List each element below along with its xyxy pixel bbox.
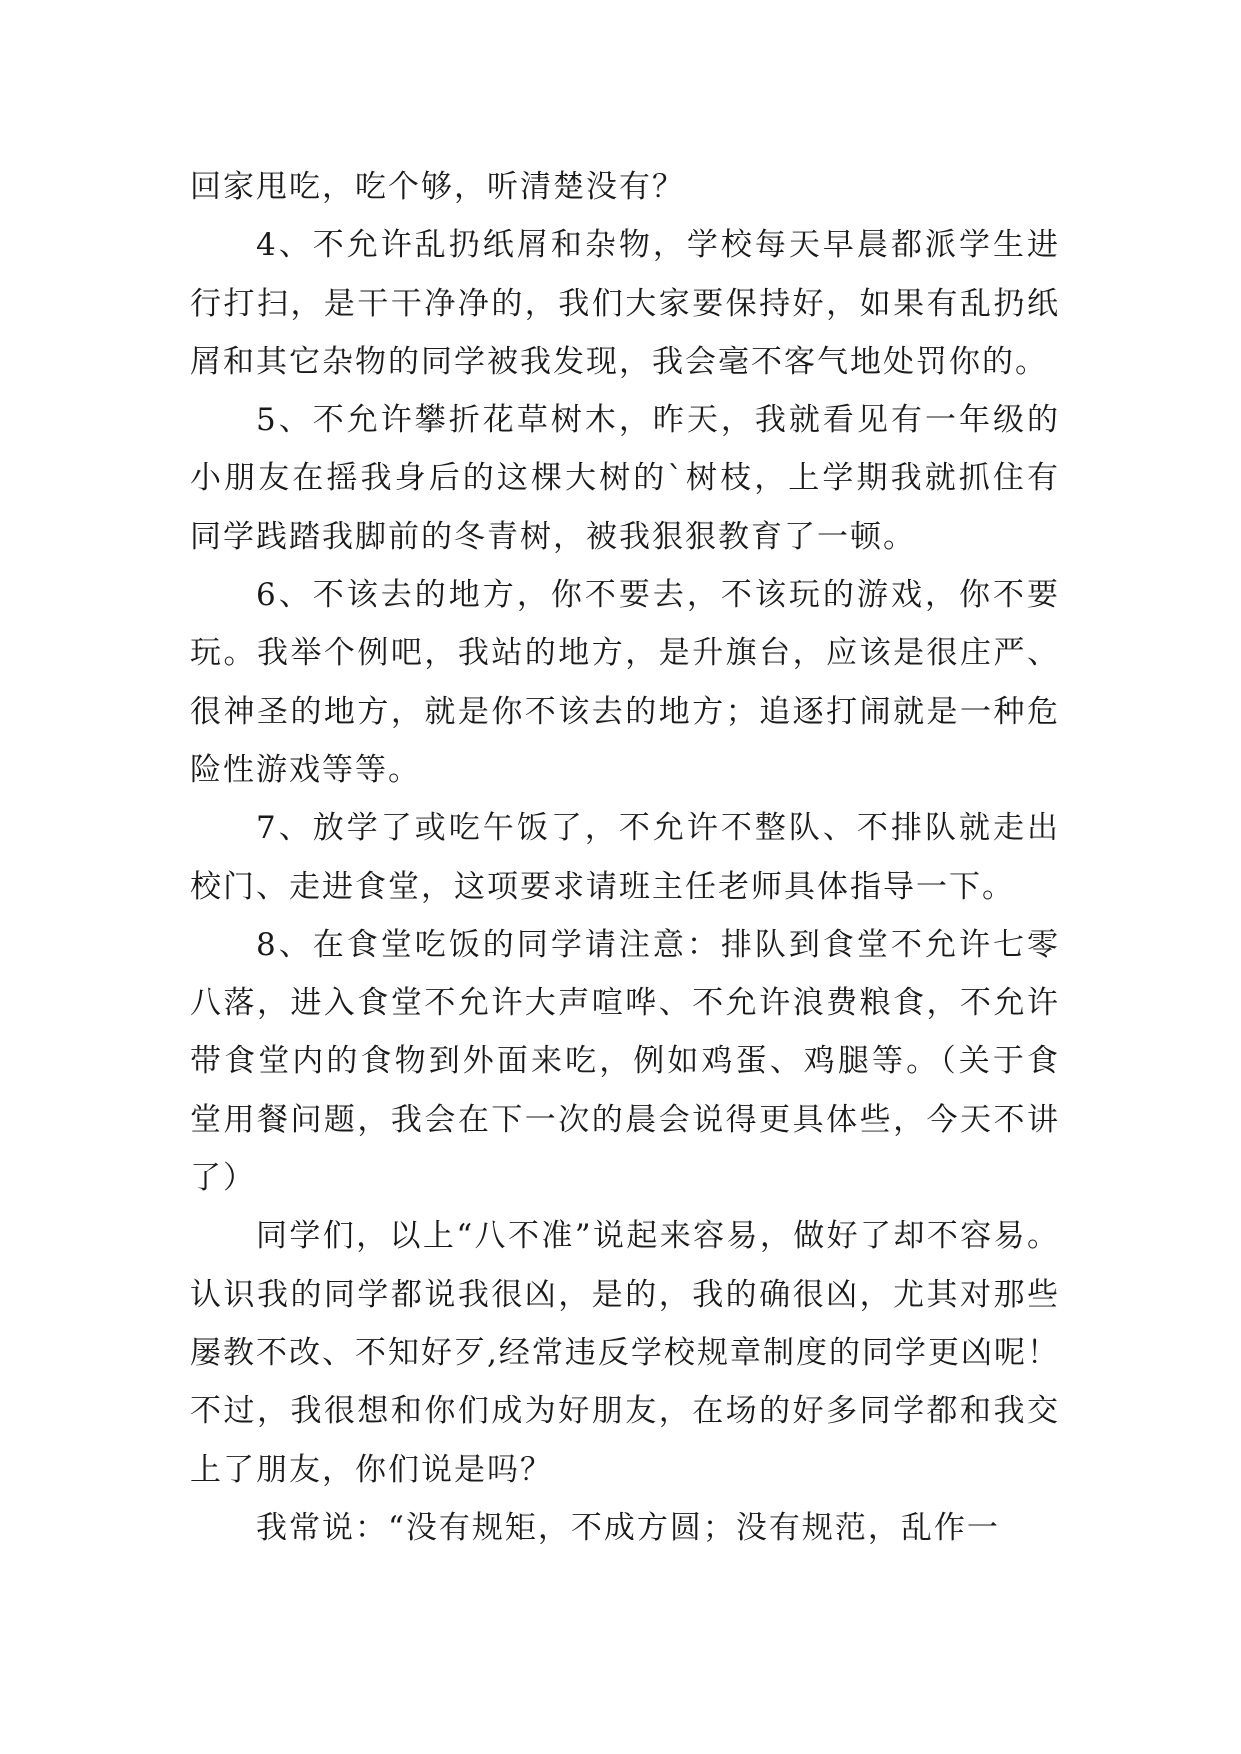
- paragraph-rule-6: 6、不该去的地方，你不要去，不该玩的游戏，你不要玩。我举个例吧，我站的地方，是升旗台，应该是很庄严、很神圣的地方，就是你不该去的地方；追逐打闹就是一种危险性游戏等等。: [190, 577, 1060, 788]
- paragraph-rule-8: 8、在食堂吃饭的同学请注意：排队到食堂不允许七零八落，进入食堂不允许大声喧哗、不允许浪费粮食，不允许带食堂内的食物到外面来吃，例如鸡蛋、鸡腿等。（关于食堂用餐问题，我会在下一次的晨会说得更具体些，今天不讲了）: [190, 926, 1060, 1197]
- paragraph-closing: 我常说：“没有规矩，不成方圆；没有规范，乱作一: [256, 1509, 1000, 1546]
- paragraph-rule-5: 5、不允许攀折花草树木，昨天，我就看见有一年级的小朋友在摇我身后的这棵大树的`树枝，上学期我就抓住有同学践踏我脚前的冬青树，被我狠狠教育了一顿。: [190, 402, 1060, 555]
- paragraph-summary: 同学们，以上“八不准”说起来容易，做好了却不容易。认识我的同学都说我很凶，是的，我的确很凶，尤其对那些屡教不改、不知好歹,经常违反学校规章制度的同学更凶呢！不过，我很想和你们成为好朋友，在场的好多同学都和我交上了朋友，你们说是吗？: [190, 1218, 1060, 1488]
- paragraph-continuation: 回家甩吃，吃个够，听清楚没有？: [190, 169, 685, 205]
- paragraph-rule-7: 7、放学了或吃午饭了，不允许不整队、不排队就走出校门、走进食堂，这项要求请班主任老师具体指导一下。: [190, 810, 1060, 905]
- paragraph-rule-4: 4、不允许乱扔纸屑和杂物，学校每天早晨都派学生进行打扫，是干干净净的，我们大家要保持好，如果有乱扔纸屑和其它杂物的同学被我发现，我会毫不客气地处罚你的。: [190, 227, 1060, 380]
- document-body: [190, 158, 1060, 1557]
